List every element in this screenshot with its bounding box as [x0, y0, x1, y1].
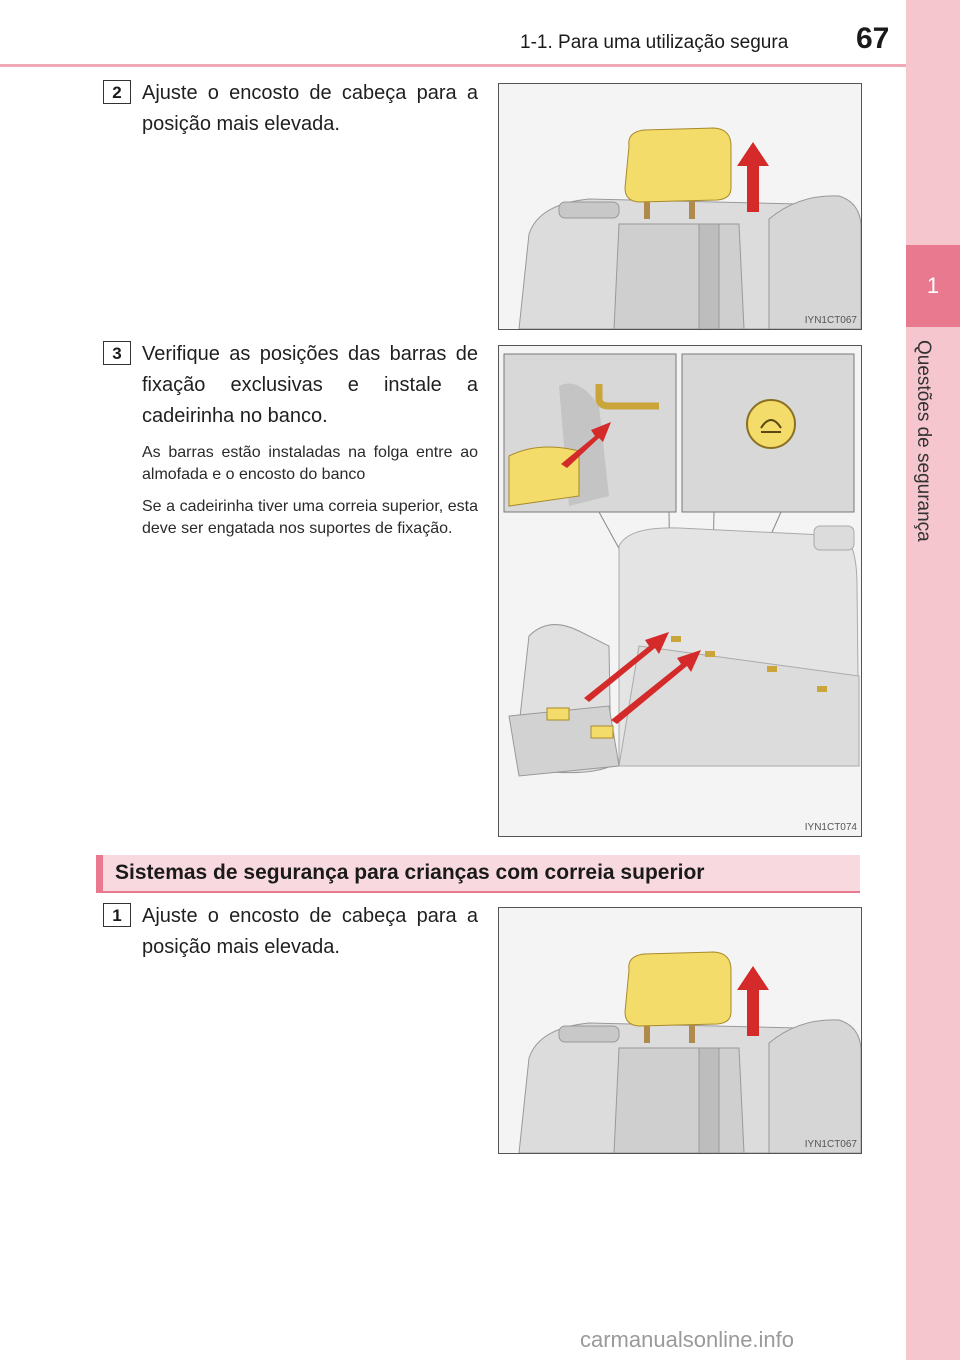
watermark: carmanualsonline.info	[580, 1327, 795, 1352]
up-arrow-icon	[737, 966, 769, 1036]
up-arrow-icon	[737, 142, 769, 212]
headrest-illustration	[499, 908, 861, 1153]
step-number-badge: 3	[103, 341, 131, 365]
step-number-badge: 2	[103, 80, 131, 104]
anchor-symbol-icon	[747, 400, 795, 448]
chapter-title-vertical	[912, 340, 952, 560]
chapter-number: 1	[926, 273, 940, 298]
headrest-illustration	[499, 84, 861, 329]
step-3-text: Verifique as posições das barras de fixação exclusivas e instale a cadeirinha no banco.	[142, 343, 478, 427]
section-heading	[96, 855, 860, 893]
section-title: Sistemas de segurança para crianças com correia superior	[115, 861, 705, 884]
chapter-sidebar	[906, 0, 960, 1360]
section-header-title: 1-1. Para uma utilização segura	[520, 32, 789, 53]
step-3-note-1: As barras estão instaladas na folga entre ao almofada e o encosto do banco	[142, 444, 478, 483]
step-3-note-2: Se a cadeirinha tiver uma correia superior, esta deve ser engatada nos suportes de fixação.	[142, 498, 478, 537]
page-number: 67	[856, 22, 890, 55]
figure-code: IYN1CT067	[804, 315, 857, 326]
chapter-title: Questões de segurança	[913, 340, 934, 542]
step-number-badge: 1	[103, 903, 131, 927]
section-step-1-text: Ajuste o encosto de cabeça para a posição mais elevada.	[142, 905, 478, 958]
anchor-bars-figure	[498, 345, 862, 837]
chapter-number-tab[interactable]	[906, 245, 960, 327]
headrest-figure-top	[498, 83, 862, 330]
step-2-text: Ajuste o encosto de cabeça para a posição mais elevada.	[142, 82, 478, 135]
headrest-figure-bottom	[498, 907, 862, 1154]
figure-code: IYN1CT074	[804, 822, 857, 833]
header-rule	[0, 64, 906, 67]
child-seat-illustration	[499, 346, 861, 836]
figure-code: IYN1CT067	[804, 1139, 857, 1150]
